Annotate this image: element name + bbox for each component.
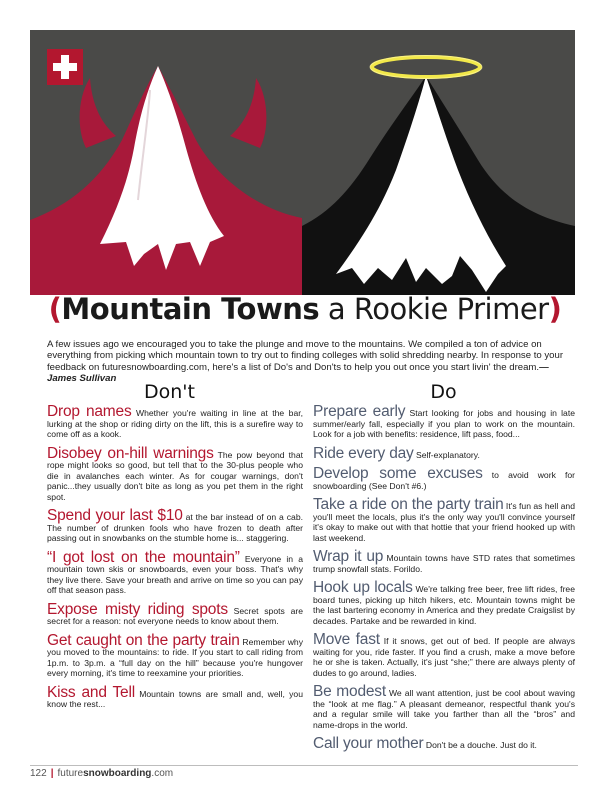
do-item-lead: Take a ride on the party train <box>313 496 504 513</box>
do-item <box>313 683 575 730</box>
dont-item <box>47 548 304 596</box>
dont-item-text: Remember why you moved to the mountains: to ride. If you start to call riding from 1p.m. to 3p.m. a “full day on the hill” because you're hungover every morning, it's time to reexamine your priorities. <box>47 636 303 678</box>
do-item <box>313 465 575 491</box>
dont-item-lead: Expose misty riding spots <box>47 600 228 618</box>
dont-item-text: Mountain towns are small and, well, you know the rest... <box>47 688 303 709</box>
footer-site-prefix: future <box>57 768 84 779</box>
do-item-text: It's fun as hell and you'll meet the locals, plus it's the only way you'll convince yourself it's okay to make out with that hottie that your friend hooked up with last weekend. <box>313 501 575 543</box>
article-headline <box>0 292 610 326</box>
dont-item-lead: “I got lost on the mountain” <box>47 548 240 566</box>
dont-item-lead: Spend your last $10 <box>47 507 183 524</box>
footer-site-suffix: .com <box>151 768 174 779</box>
page-footer <box>30 768 173 779</box>
mountain-illustration <box>30 30 575 295</box>
do-item-lead: Call your mother <box>313 735 424 752</box>
do-item-text: We're talking free beer, free lift rides, free board tunes, picking up hitch hikers, etc. Mountain towns might be the last bartering economy in America and they predate Craigslist by decades. Partake and be rewarded in kind. <box>313 584 575 626</box>
dont-item <box>47 600 303 627</box>
dont-item <box>47 631 303 679</box>
do-item <box>313 579 575 626</box>
dont-column-heading: Don't <box>144 381 195 403</box>
dont-item-lead: Drop names <box>47 403 132 420</box>
do-item <box>313 496 575 543</box>
footer-separator: | <box>50 768 54 779</box>
headline-open-paren: ( <box>48 292 62 326</box>
dont-item-lead: Kiss and Tell <box>47 683 135 701</box>
dont-item <box>47 507 303 544</box>
intro-paragraph <box>47 339 575 385</box>
dont-item-lead: Get caught on the party train <box>47 631 240 649</box>
dont-item-text: Whether you're waiting in line at the bar, lurking at the shop or riding dirty on the lift, this is a surefire way to come off as a kook. <box>47 408 303 439</box>
do-item <box>313 444 575 462</box>
dont-item-text: The pow beyond that rope might looks so good, but tell that to the 30-plus people who die in avalanches each winter. As for cougar warnings, don't panic...they usually don't bite as long as you pet them in the right spot. <box>47 449 304 502</box>
dont-item <box>47 403 303 440</box>
do-item-lead: Move fast <box>313 631 380 648</box>
do-item-lead: Ride every day <box>313 444 414 462</box>
footer-divider <box>30 765 578 766</box>
intro-text: A few issues ago we encouraged you to take the plunge and move to the mountains. We compiled a ton of advice on everything from picking which mountain town to try out to finding colleges with solid shredding nearby. In response to your feedback on futuresnowboarding.com, here's a list of Do's and Don'ts to help you out once you start livin' the dream. <box>47 339 564 373</box>
do-column <box>313 403 576 759</box>
page-number: 122 <box>30 768 47 779</box>
dont-item-text: Secret spots are secret for a reason: not everyone needs to know about them. <box>47 605 303 626</box>
do-item-text: to avoid work for snowboarding (See Don't #6.) <box>313 470 575 491</box>
headline-rest: a Rookie Primer <box>319 292 549 326</box>
do-item <box>313 735 575 752</box>
do-item-text: Mountain towns have STD rates that sometimes trump snowfall stats. Forildo. <box>313 553 575 574</box>
dont-item-lead: Disobey on-hill warnings <box>47 444 214 462</box>
do-item <box>313 631 575 678</box>
do-item-lead: Hook up locals <box>313 579 413 596</box>
do-item-text: Start looking for jobs and housing in late summer/early fall, especially if you plan to work on the mountain. Look for a job with benefits: residence, lift pass, food... <box>313 408 576 439</box>
dont-item-text: at the bar instead of on a cab. The number of drunken fools who have frozen to death after passing out in snowbanks on the stumble home is... staggering. <box>47 512 303 543</box>
footer-site-brand: snowboarding <box>83 768 152 779</box>
do-item-text: Don't be a douche. Just do it. <box>423 740 537 750</box>
do-column-heading: Do <box>430 381 457 403</box>
do-item <box>313 403 576 440</box>
headline-emphasis: Mountain Towns <box>61 292 320 326</box>
dont-item <box>47 683 303 710</box>
do-item-lead: Be modest <box>313 683 386 700</box>
do-item-text: If it snows, get out of bed. If people are always waiting for you, ride faster. If you find a crush, make a move before he or she is taken. Actually, it's just “she;” there are always plenty of dudes to go around, ladies. <box>313 636 575 678</box>
do-item-lead: Prepare early <box>313 403 406 420</box>
do-item-text: We all want attention, just be cool about waving the “look at me flag.” A pleasant demeanor, respectful thank you's and a regular smile will take you farther than all the “bros” and name-drops in the world. <box>313 688 575 730</box>
headline-close-paren: ) <box>548 292 562 326</box>
do-item-lead: Develop some excuses <box>313 465 483 482</box>
dont-item <box>47 444 304 503</box>
swiss-cross-icon <box>47 49 83 85</box>
do-item-lead: Wrap it up <box>313 548 384 565</box>
do-item <box>313 548 575 574</box>
dont-column <box>47 403 304 718</box>
intro-author: —James Sullivan <box>47 361 549 385</box>
do-item-text: Self-explanatory. <box>413 449 480 460</box>
dont-item-text: Everyone in a mountain town skis or snowboards, even your boss. That's why they live there. Save your breath and arrive on time so you can pay off that season pass. <box>47 553 304 595</box>
